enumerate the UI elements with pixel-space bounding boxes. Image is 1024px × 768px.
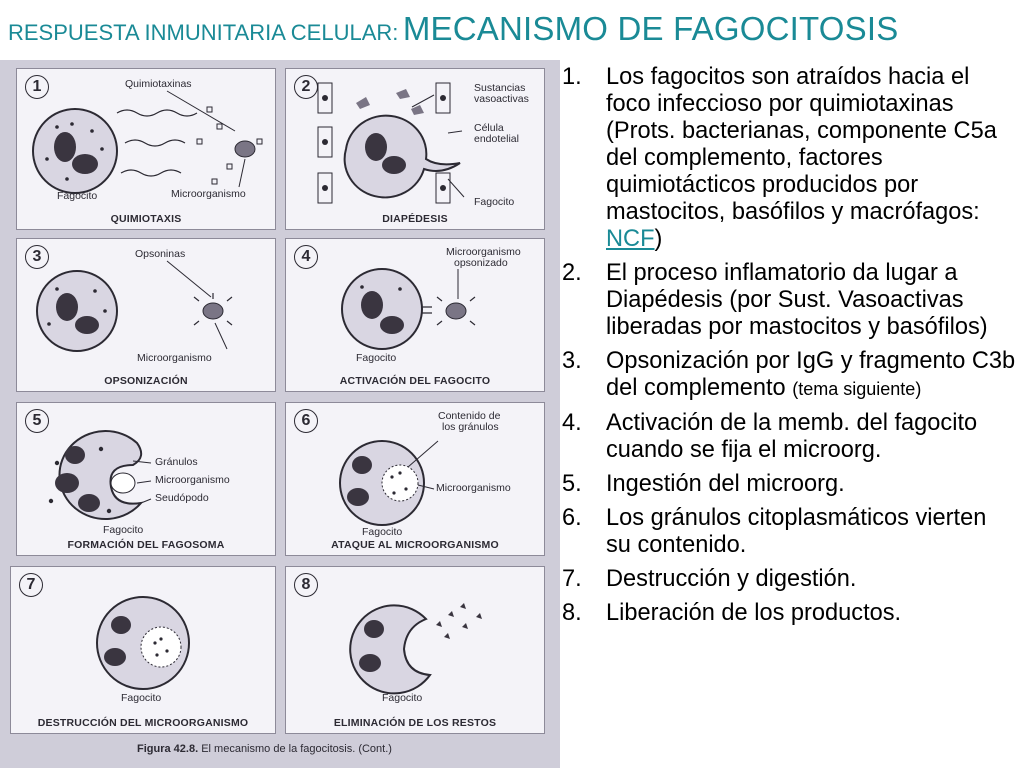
- vasoactive-substance: [396, 89, 410, 99]
- step-text: Los gránulos citoplasmáticos vierten su contenido.: [606, 505, 987, 558]
- released-debris: [476, 613, 482, 619]
- title-main: MECANISMO DE FAGOCITOSIS: [402, 10, 899, 47]
- released-debris: [460, 603, 466, 609]
- granule: [90, 129, 94, 133]
- step-item: [562, 505, 1017, 559]
- step-item: [562, 410, 1017, 464]
- step-text: El proceso inflamatorio da lugar a Diapédesis (por Sust. Vasoactivas liberadas por mastocitos y basófilos): [606, 260, 988, 340]
- pointer-line: [167, 261, 211, 297]
- nucleus-lobe: [380, 316, 404, 334]
- microorganism: [203, 303, 223, 319]
- chemotaxin: [227, 164, 232, 169]
- label-granulos: los gránulos: [442, 421, 499, 433]
- step-text: Liberación de los productos.: [606, 600, 902, 626]
- panel-quimiotaxis: [16, 68, 276, 230]
- nucleus-lobe: [359, 654, 381, 672]
- panel-caption: QUIMIOTAXIS: [110, 213, 182, 225]
- pointer-line: [239, 159, 245, 187]
- granule: [55, 125, 59, 129]
- step-text: Los fagocitos son atraídos hacia el foco infeccioso por quimiotaxinas (Prots. bacterianas, componente C5a del complemento, factores quimiotácticos producidos por mastocitos, basófilos y macrófagos:: [606, 64, 997, 225]
- panel-activacion: [285, 238, 545, 392]
- label-fagocito: Fagocito: [474, 196, 515, 208]
- endothelial-nucleus: [440, 185, 446, 191]
- nucleus-lobe: [72, 154, 98, 174]
- chemotaxin: [197, 139, 202, 144]
- granule: [390, 475, 393, 478]
- figure-photo: [0, 60, 560, 768]
- nucleus-lobe: [347, 488, 369, 506]
- label-microorganismo: Microorganismo: [171, 188, 246, 200]
- debris: [159, 637, 162, 640]
- released-debris: [462, 623, 468, 629]
- figure-caption-label: Figura 42.8.: [137, 743, 199, 755]
- chemotaxis-arrow: [121, 170, 181, 176]
- panel-ataque: [285, 402, 545, 556]
- endothelial-nucleus: [440, 95, 446, 101]
- chemotaxin: [212, 179, 217, 184]
- label-opsonizado: opsonizado: [454, 257, 508, 269]
- label-granulos: Gránulos: [155, 456, 198, 468]
- granule: [360, 285, 364, 289]
- chemotaxin: [217, 124, 222, 129]
- phagocyte-cell: [350, 605, 430, 693]
- panel-destruccion: [10, 566, 276, 734]
- nucleus-lobe: [365, 133, 387, 161]
- title-prefix: RESPUESTA INMUNITARIA CELULAR:: [8, 20, 399, 45]
- panel-number: 7: [19, 573, 43, 597]
- panel-opsonizacion: [16, 238, 276, 392]
- pointer-line: [412, 95, 434, 107]
- label-endotelial: endotelial: [474, 133, 519, 145]
- panel-number: 4: [294, 245, 318, 269]
- label-vasoactivas: vasoactivas: [474, 93, 529, 105]
- receptor: [422, 307, 432, 313]
- granule: [404, 487, 407, 490]
- fagosoma-illustration: [17, 403, 275, 555]
- label-sustancias: Sustancias: [474, 82, 526, 94]
- opsonizacion-illustration: [17, 239, 275, 391]
- granule: [107, 509, 111, 513]
- label-fagocito: Fagocito: [121, 692, 162, 704]
- step-note: (tema siguiente): [792, 379, 922, 399]
- nucleus-lobe: [54, 132, 76, 162]
- microorganism: [446, 303, 466, 319]
- label-microorganismo: Microorganismo: [155, 474, 230, 486]
- panel-caption: OPSONIZACIÓN: [104, 375, 188, 387]
- label-fagocito: Fagocito: [356, 352, 397, 364]
- nucleus-lobe: [78, 494, 100, 512]
- label-microorganismo: Microorganismo: [446, 246, 521, 258]
- step-number: 2.: [562, 260, 582, 286]
- step-text: Opsonización por IgG y fragmento C3b del complemento: [606, 348, 1016, 401]
- step-text: Activación de la memb. del fagocito cuando se fija el microorg.: [606, 410, 978, 463]
- step-text-end: ): [654, 226, 663, 252]
- panel-number: 8: [294, 573, 318, 597]
- pointer-line: [215, 323, 227, 349]
- panel-number: 5: [25, 409, 49, 433]
- panel-caption: DIAPÉDESIS: [382, 213, 448, 225]
- label-fagocito: Fagocito: [103, 524, 144, 536]
- panel-diapedesis: [285, 68, 545, 230]
- nucleus-lobe: [364, 620, 384, 638]
- chemotaxis-arrow: [117, 110, 197, 116]
- label-fagocito: Fagocito: [57, 190, 98, 202]
- panel-number: 2: [294, 75, 318, 99]
- debris: [165, 649, 168, 652]
- chemotaxis-arrow: [125, 140, 185, 146]
- phagolysosome: [141, 627, 181, 667]
- destruccion-illustration: [11, 567, 275, 733]
- debris: [153, 641, 156, 644]
- slide-title: [8, 10, 1018, 56]
- steps-list: [562, 64, 1017, 634]
- granule: [55, 287, 59, 291]
- released-debris: [448, 611, 454, 617]
- nucleus-lobe: [56, 293, 78, 321]
- panel-eliminacion: [285, 566, 545, 734]
- granule: [103, 309, 107, 313]
- panel-number: 1: [25, 75, 49, 99]
- ataque-illustration: [286, 403, 544, 555]
- label-seudopodo: Seudópodo: [155, 492, 209, 504]
- step-item: [562, 260, 1017, 341]
- granule: [392, 491, 395, 494]
- step-text: Ingestión del microorg.: [606, 471, 845, 497]
- released-debris: [444, 633, 450, 639]
- quimiotaxis-illustration: [17, 69, 275, 229]
- nucleus-lobe: [352, 456, 372, 474]
- granule: [65, 177, 69, 181]
- endothelial-nucleus: [322, 185, 328, 191]
- granule: [398, 287, 402, 291]
- pointer-line: [137, 481, 151, 483]
- panel-fagosoma: [16, 402, 276, 556]
- granule: [45, 157, 49, 161]
- panel-caption: FORMACIÓN DEL FAGOSOMA: [67, 539, 225, 551]
- label-fagocito: Fagocito: [362, 526, 403, 538]
- nucleus-lobe: [55, 473, 79, 493]
- nucleus-lobe: [104, 648, 126, 666]
- nucleus-lobe: [382, 156, 406, 174]
- step-text: Destrucción y digestión.: [606, 566, 857, 592]
- granule: [93, 289, 97, 293]
- step-number: 7.: [562, 566, 582, 592]
- figure-caption: [137, 743, 392, 755]
- released-debris: [436, 621, 442, 627]
- panel-caption: ATAQUE AL MICROORGANISMO: [331, 539, 499, 551]
- step-item: [562, 348, 1017, 403]
- ncf-link[interactable]: NCF: [606, 226, 655, 252]
- nucleus-lobe: [75, 316, 99, 334]
- step-number: 1.: [562, 64, 582, 90]
- step-number: 5.: [562, 471, 582, 497]
- nucleus-lobe: [361, 291, 383, 319]
- panel-caption: DESTRUCCIÓN DEL MICROORGANISMO: [37, 717, 249, 729]
- granule: [99, 447, 103, 451]
- step-number: 8.: [562, 600, 582, 626]
- pointer-line: [448, 131, 462, 133]
- nucleus-lobe: [111, 616, 131, 634]
- nucleus-lobe: [65, 446, 85, 464]
- vasoactive-substance: [356, 97, 370, 109]
- chemotaxin: [257, 139, 262, 144]
- label-microorganismo: Microorganismo: [436, 482, 511, 494]
- granule: [49, 499, 53, 503]
- step-number: 6.: [562, 505, 582, 531]
- granule: [47, 322, 51, 326]
- label-contenido: Contenido de: [438, 410, 501, 422]
- figure-caption-text: El mecanismo de la fagocitosis. (Cont.): [201, 743, 392, 755]
- chemotaxin: [207, 107, 212, 112]
- label-microorganismo: Microorganismo: [137, 352, 212, 364]
- label-quimiotaxinas: Quimiotaxinas: [125, 78, 192, 90]
- step-item: [562, 471, 1017, 498]
- pointer-line: [141, 499, 151, 503]
- granule: [398, 471, 401, 474]
- granule: [100, 147, 104, 151]
- endothelial-nucleus: [322, 139, 328, 145]
- microorganism: [235, 141, 255, 157]
- step-item: [562, 600, 1017, 627]
- step-number: 3.: [562, 348, 582, 374]
- step-item: [562, 64, 1017, 253]
- step-number: 4.: [562, 410, 582, 436]
- panel-caption: ACTIVACIÓN DEL FAGOCITO: [339, 375, 491, 387]
- step-item: [562, 566, 1017, 593]
- panel-number: 3: [25, 245, 49, 269]
- panel-number: 6: [294, 409, 318, 433]
- panel-caption: ELIMINACIÓN DE LOS RESTOS: [333, 717, 497, 729]
- endothelial-nucleus: [322, 95, 328, 101]
- label-fagocito: Fagocito: [382, 692, 423, 704]
- granule: [70, 122, 74, 126]
- eliminacion-illustration: [286, 567, 544, 733]
- pointer-line: [167, 91, 235, 131]
- debris: [155, 653, 158, 656]
- label-celula: Célula: [474, 122, 504, 134]
- phagosome: [382, 465, 418, 501]
- microorganism: [111, 473, 135, 493]
- granule: [55, 461, 59, 465]
- label-opsoninas: Opsoninas: [135, 248, 186, 260]
